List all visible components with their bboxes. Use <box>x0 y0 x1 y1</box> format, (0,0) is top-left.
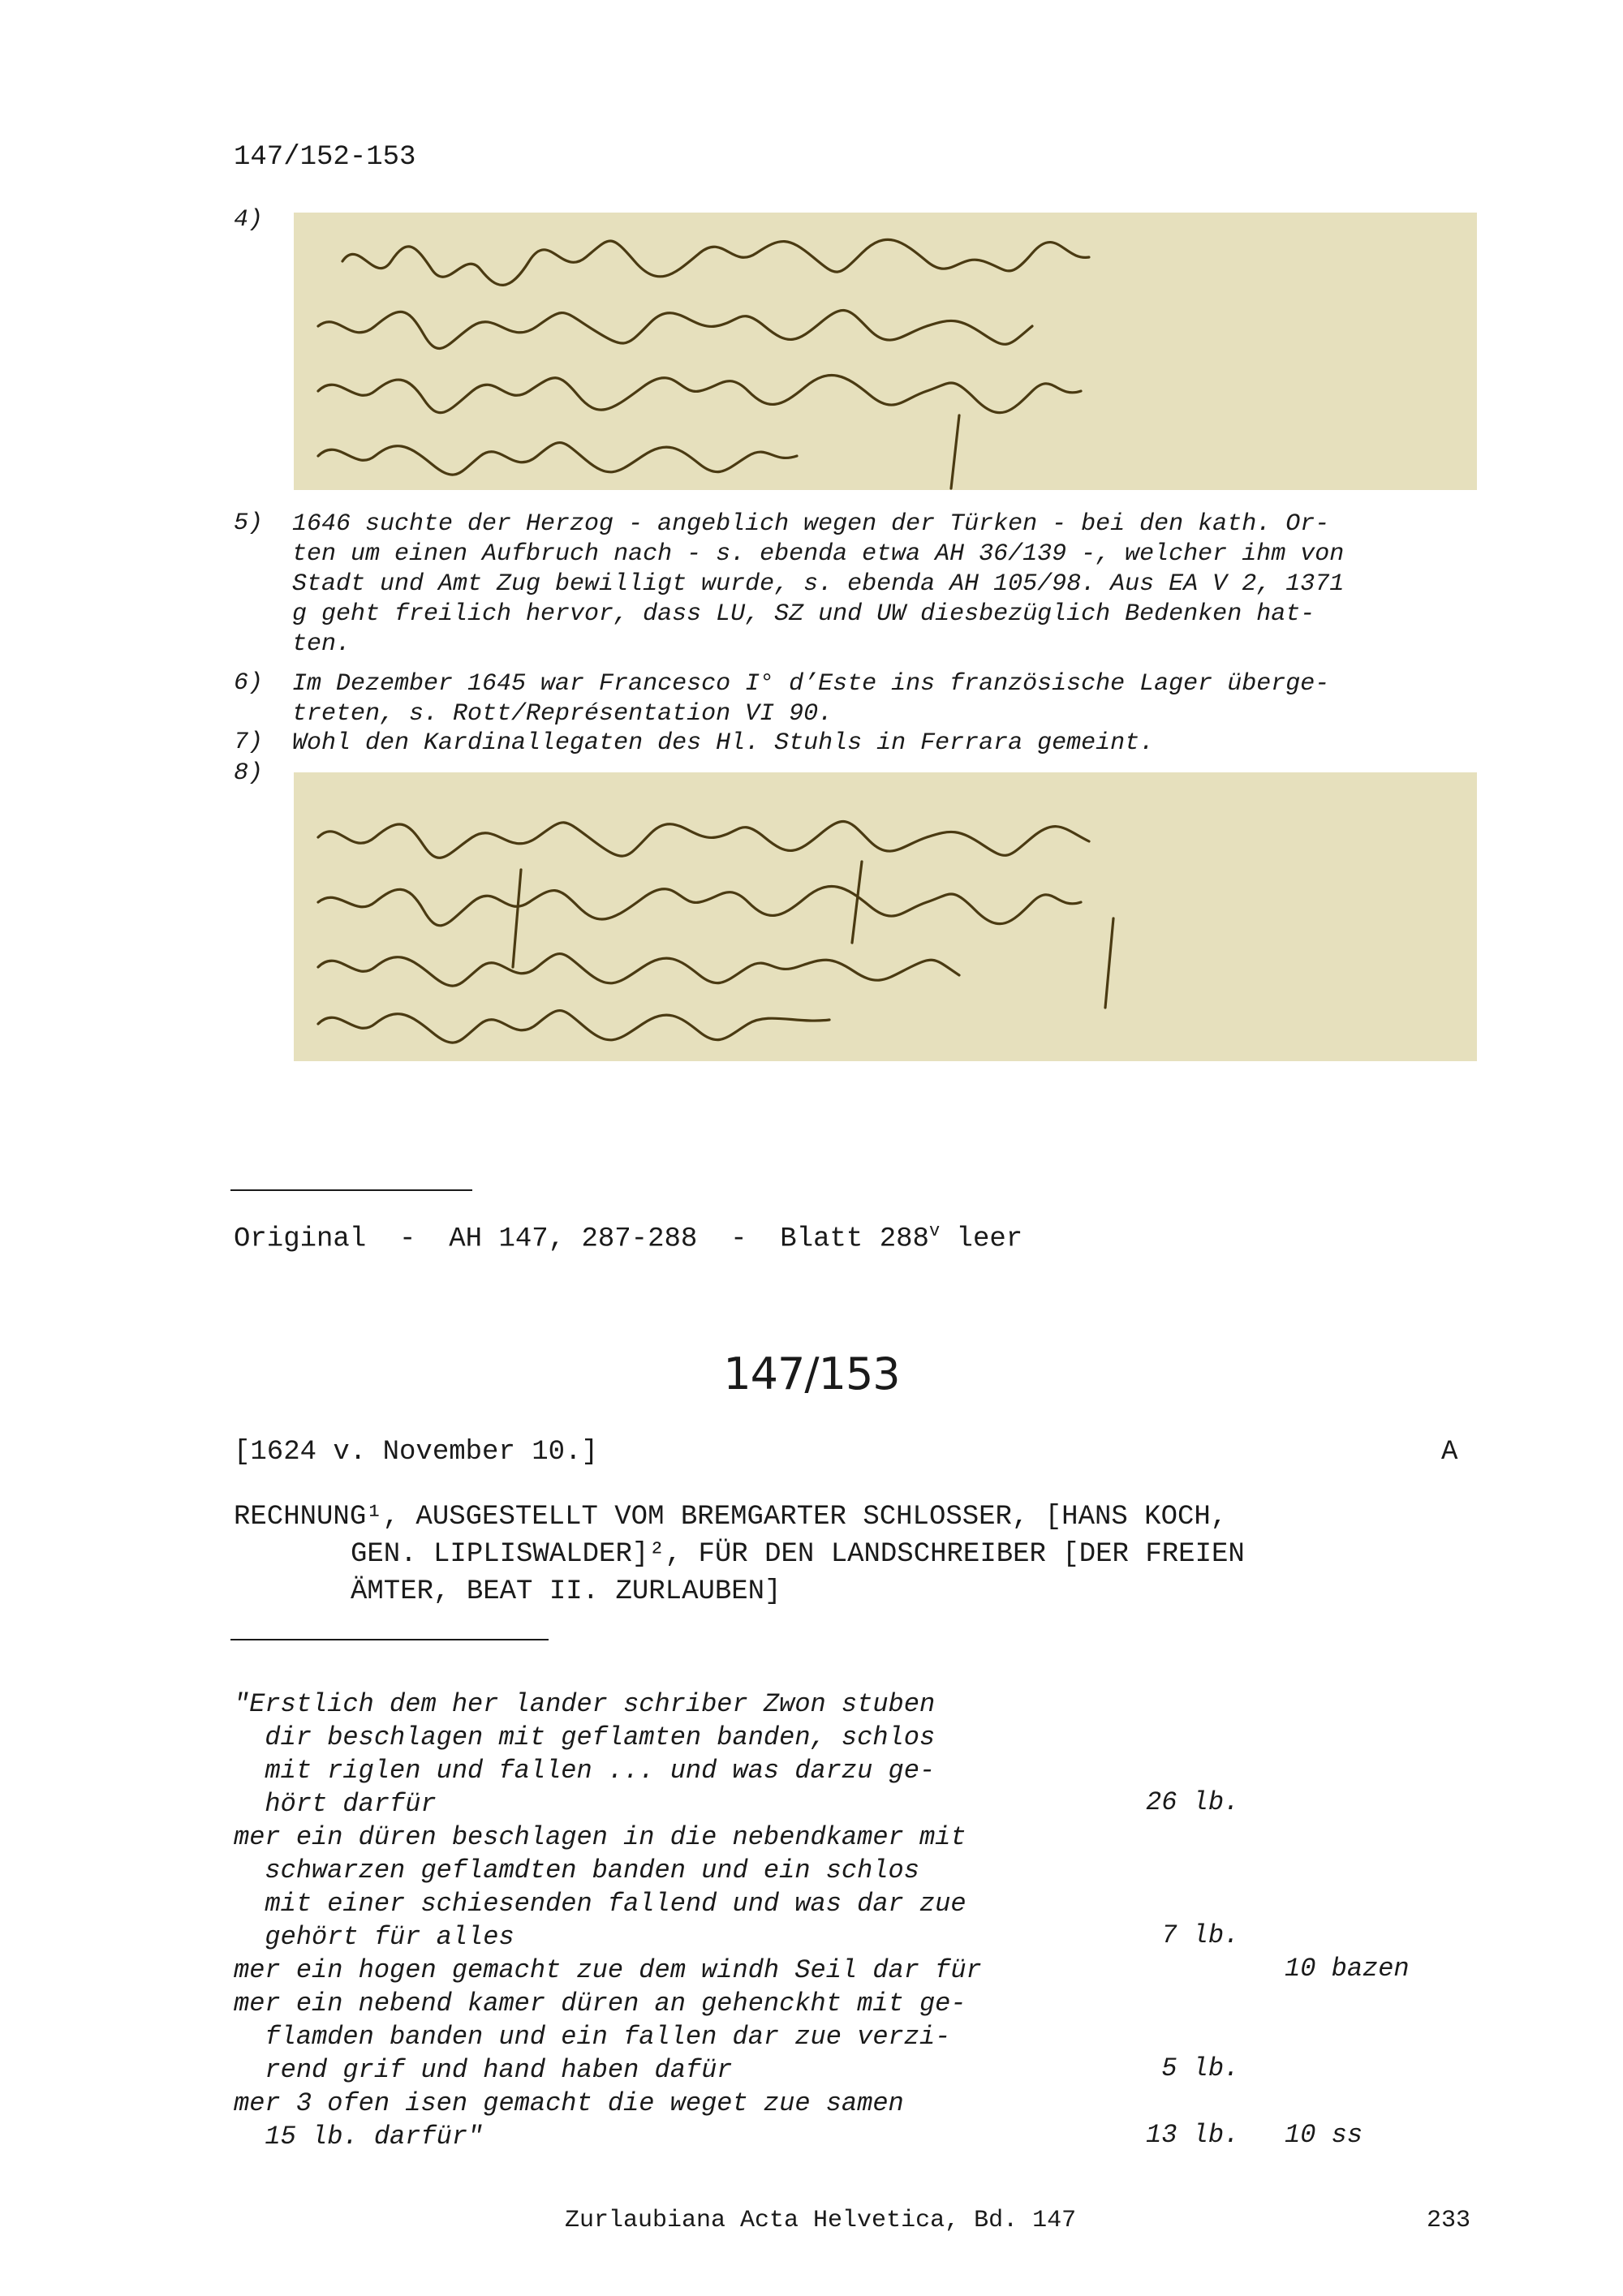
document-title-line-3: ÄMTER, BEAT II. ZURLAUBEN] <box>351 1576 781 1607</box>
account-entry <box>234 1821 966 1954</box>
entry-1-amount: 26 lb. <box>1146 1787 1240 1817</box>
entry-4-line-1: mer ein nebend kamer düren an gehenckht mit ge- <box>234 1989 966 2019</box>
verso-superscript: v <box>928 1221 941 1241</box>
entry-2-line-1: mer ein düren beschlagen in die nebendkamer mit <box>234 1822 966 1852</box>
footnote-5-text <box>292 510 1493 660</box>
account-entry <box>234 1987 966 2087</box>
footnote-7-line-1: Wohl den Kardinallegaten des Hl. Stuhls in Ferrara gemeint. <box>292 729 1155 757</box>
entry-1-line-4: hört darfür <box>234 1789 437 1819</box>
footnote-7-text <box>292 729 1493 759</box>
footnote-5-line-3: Stadt und Amt Zug bewilligt wurde, s. ebenda AH 105/98. Aus EA V 2, 1371 <box>292 570 1345 598</box>
footnote-5-number: 5) <box>234 510 264 537</box>
entry-2-amount: 7 lb. <box>1146 1920 1240 1950</box>
footnote-5-line-2: ten um einen Aufbruch nach - s. ebenda etwa AH 36/139 -, welcher ihm von <box>292 540 1345 568</box>
document-title <box>234 1498 1500 1610</box>
footer-page-number: 233 <box>1427 2207 1471 2234</box>
title-divider <box>230 1639 549 1640</box>
entry-5-line-2: 15 lb. darfür" <box>234 2122 484 2152</box>
footnote-6-number: 6) <box>234 669 264 697</box>
entry-5-extra: 10 ss <box>1285 2120 1363 2150</box>
section-divider-short <box>230 1189 472 1191</box>
footnote-5-line-5: ten. <box>292 630 351 658</box>
footer-journal: Zurlaubiana Acta Helvetica, Bd. 147 <box>565 2207 1077 2234</box>
entry-1-line-2: dir beschlagen mit geflamten banden, schlos <box>234 1722 936 1752</box>
footnote-5-line-1: 1646 suchte der Herzog - angeblich wegen der Türken - bei den kath. Or- <box>292 510 1330 538</box>
original-line: Original - AH 147, 287-288 - Blatt 288$^v$ leer <box>234 1221 1023 1255</box>
entry-1-line-1: "Erstlich dem her lander schriber Zwon stuben <box>234 1689 936 1719</box>
account-entry <box>234 1688 935 1821</box>
entry-4-line-3: rend grif und hand haben dafür <box>234 2055 733 2085</box>
footnote-6-text <box>292 669 1493 729</box>
handwriting-image-8 <box>294 772 1477 1061</box>
document-date: [1624 v. November 10.] <box>234 1437 598 1468</box>
footnote-6-line-1: Im Dezember 1645 war Francesco I° d’Este ins französische Lager überge- <box>292 670 1330 698</box>
document-title-line-1: RECHNUNG¹, AUSGESTELLT VOM BREMGARTER SCHLOSSER, [HANS KOCH, <box>234 1502 1228 1533</box>
entry-3-line-1: mer ein hogen gemacht zue dem windh Seil dar für <box>234 1955 982 1985</box>
entry-2-line-3: mit einer schiesenden fallend und was dar zue <box>234 1889 966 1919</box>
footnote-4-number: 4) <box>234 206 264 234</box>
entry-3-extra: 10 bazen <box>1285 1954 1410 1984</box>
document-number: 147/153 <box>723 1348 900 1400</box>
entry-2-line-4: gehört für alles <box>234 1922 514 1952</box>
account-entry <box>234 2087 904 2153</box>
footnote-5-line-4: g geht freilich hervor, dass LU, SZ und UW diesbezüglich Bedenken hat- <box>292 600 1315 628</box>
entry-1-line-3: mit riglen und fallen ... und was darzu ge- <box>234 1756 936 1786</box>
entry-2-line-2: schwarzen geflamdten banden und ein schlos <box>234 1855 919 1885</box>
handwriting-image-4 <box>294 213 1477 490</box>
footnote-6-line-2: treten, s. Rott/Représentation VI 90. <box>292 700 833 728</box>
page-header-ref: 147/152-153 <box>234 142 416 173</box>
document-title-line-2: GEN. LIPLISWALDER]², FÜR DEN LANDSCHREIBER [DER FREIEN <box>351 1539 1245 1570</box>
document-letter: A <box>1441 1437 1458 1468</box>
entry-4-amount: 5 lb. <box>1146 2053 1240 2083</box>
footnote-8-number: 8) <box>234 759 264 787</box>
entry-4-line-2: flamden banden und ein fallen dar zue verzi- <box>234 2022 951 2052</box>
entry-5-line-1: mer 3 ofen isen gemacht die weget zue samen <box>234 2088 904 2118</box>
account-entry <box>234 1954 982 1987</box>
entry-5-amount: 13 lb. <box>1146 2120 1240 2150</box>
footnote-7-number: 7) <box>234 729 264 756</box>
